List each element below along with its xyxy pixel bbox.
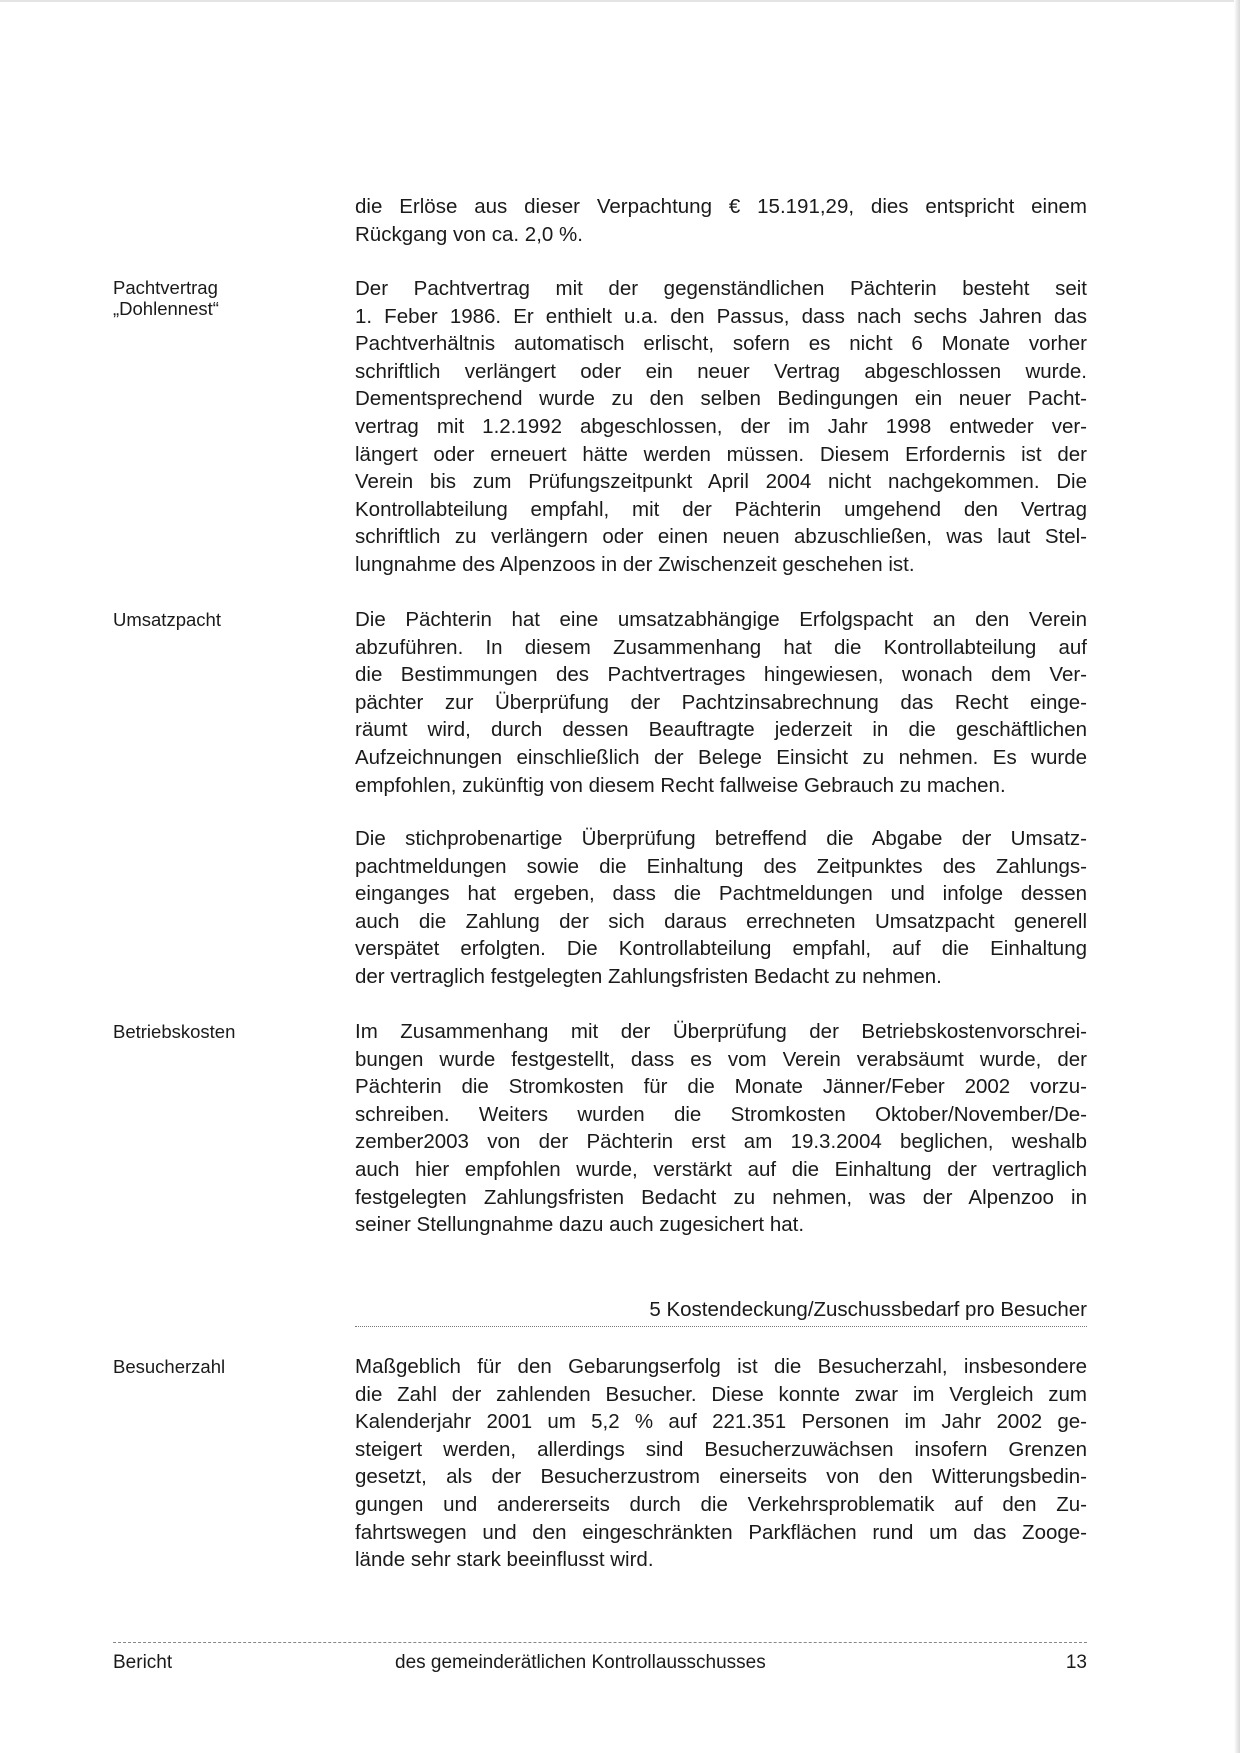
- text-line: Aufzeichnungen einschließlich der Belege Einsicht zu nehmen. Es wurde: [355, 745, 1087, 769]
- section-heading: 5 Kostendeckung/Zuschussbedarf pro Besucher: [649, 1298, 1087, 1321]
- text-line: Kalenderjahr 2001 um 5,2 % auf 221.351 Personen im Jahr 2002 ge-: [355, 1410, 1087, 1434]
- text-line: 1. Feber 1986. Er enthielt u.a. den Passus, dass nach sechs Jahren das: [355, 304, 1087, 328]
- margin-label-umsatzpacht: Umsatzpacht: [113, 609, 221, 630]
- text-line: pachtmeldungen sowie die Einhaltung des Zeitpunktes des Zahlungs-: [355, 854, 1087, 878]
- text-line: steigert werden, allerdings sind Besucherzuwächsen insofern Grenzen: [355, 1437, 1087, 1461]
- text-line: schreiben. Weiters wurden die Stromkosten Oktober/November/De-: [355, 1102, 1087, 1126]
- text-line: verspätet erfolgten. Die Kontrollabteilung empfahl, auf die Einhaltung: [355, 937, 1087, 961]
- text-line: gesetzt, als der Besucherzustrom einerseits von den Witterungsbedin-: [355, 1465, 1087, 1489]
- text-line: Pachtverhältnis automatisch erlischt, sofern es nicht 6 Monate vorher: [355, 332, 1087, 356]
- margin-label-line: „Dohlennest“: [113, 298, 219, 319]
- text-line: die Zahl der zahlenden Besucher. Diese konnte zwar im Vergleich zum: [355, 1382, 1087, 1406]
- text-line: Maßgeblich für den Gebarungserfolg ist die Besucherzahl, insbesondere: [355, 1355, 1087, 1378]
- text-line: empfohlen, zukünftig von diesem Recht fallweise Gebrauch zu machen.: [355, 773, 1006, 797]
- text-line: Der Pachtvertrag mit der gegenständlichen Pächterin besteht seit: [355, 277, 1087, 300]
- heading-divider: [355, 1326, 1087, 1327]
- paragraph-stichprobe: [355, 825, 1087, 991]
- page-number: 13: [1065, 1652, 1087, 1673]
- footer-left: Bericht: [113, 1652, 173, 1673]
- text-line: festgelegten Zahlungsfristen Bedacht zu nehmen, was der Alpenzoo in: [355, 1185, 1087, 1209]
- text-line: längert oder erneuert hätte werden müssen. Diesem Erfordernis ist der: [355, 442, 1087, 466]
- text-line: einganges hat ergeben, dass die Pachtmeldungen und infolge dessen: [355, 882, 1087, 906]
- text-line: bungen wurde festgestellt, dass es vom Verein verabsäumt wurde, der: [355, 1047, 1087, 1071]
- footer-center: des gemeinderätlichen Kontrollausschusses: [395, 1652, 766, 1673]
- scan-edge-top: [0, 0, 1240, 2]
- text-line: schriftlich zu verlängern oder einen neuen abzuschließen, was laut Stel-: [355, 525, 1087, 549]
- text-line: auch die Zahlung der sich daraus errechneten Umsatzpacht generell: [355, 909, 1087, 933]
- text-line: Dementsprechend wurde zu den selben Bedingungen ein neuer Pacht-: [355, 387, 1087, 411]
- text-line: Kontrollabteilung empfahl, mit der Pächterin umgehend den Vertrag: [355, 497, 1087, 521]
- text-line: Verein bis zum Prüfungszeitpunkt April 2004 nicht nachgekommen. Die: [355, 470, 1087, 494]
- paragraph-erloese: [355, 193, 1087, 248]
- text-line: zember2003 von der Pächterin erst am 19.3.2004 beglichen, weshalb: [355, 1130, 1087, 1154]
- text-line: seiner Stellungnahme dazu auch zugesichert hat.: [355, 1213, 805, 1237]
- text-line: vertrag mit 1.2.1992 abgeschlossen, der im Jahr 1998 entweder ver-: [355, 414, 1087, 438]
- margin-label-betriebskosten: Betriebskosten: [113, 1021, 236, 1042]
- text-line: schriftlich verlängert oder ein neuer Vertrag abgeschlossen wurde.: [355, 359, 1087, 383]
- text-line: abzuführen. In diesem Zusammenhang hat die Kontrollabteilung auf: [355, 635, 1087, 659]
- text-line: Die stichprobenartige Überprüfung betreffend die Abgabe der Umsatz-: [355, 827, 1087, 850]
- paragraph-besucherzahl: [355, 1353, 1087, 1574]
- text-line: gungen und andererseits durch die Verkehrsproblematik auf den Zu-: [355, 1492, 1087, 1516]
- text-line: die Erlöse aus dieser Verpachtung € 15.191,29, dies entspricht einem: [355, 195, 1087, 218]
- paragraph-pachtvertrag: [355, 275, 1087, 579]
- text-line: auch hier empfohlen wurde, verstärkt auf die Einhaltung der vertraglich: [355, 1157, 1087, 1181]
- margin-label-line: Pachtvertrag: [113, 277, 218, 298]
- scan-edge-right: [1234, 0, 1240, 1753]
- text-line: Die Pächterin hat eine umsatzabhängige Erfolgspacht an den Verein: [355, 608, 1087, 631]
- text-line: die Bestimmungen des Pachtvertrages hingewiesen, wonach dem Ver-: [355, 663, 1087, 687]
- text-line: räumt wird, durch dessen Beauftragte jederzeit in die geschäftlichen: [355, 718, 1087, 742]
- text-line: Im Zusammenhang mit der Überprüfung der Betriebskostenvorschrei-: [355, 1020, 1087, 1043]
- paragraph-betriebskosten: [355, 1018, 1087, 1239]
- text-line: Pächterin die Stromkosten für die Monate Jänner/Feber 2002 vorzu-: [355, 1075, 1087, 1099]
- text-line: Rückgang von ca. 2,0 %.: [355, 222, 583, 246]
- footer-divider: [113, 1642, 1087, 1643]
- text-line: lände sehr stark beeinflusst wird.: [355, 1548, 654, 1572]
- text-line: lungnahme des Alpenzoos in der Zwischenzeit geschehen ist.: [355, 552, 915, 576]
- paragraph-umsatzpacht: [355, 606, 1087, 799]
- margin-label-besucherzahl: Besucherzahl: [113, 1356, 226, 1377]
- margin-label-pachtvertrag: [113, 277, 219, 319]
- text-line: fahrtswegen und den eingeschränkten Parkflächen rund um das Zooge-: [355, 1520, 1087, 1544]
- text-line: der vertraglich festgelegten Zahlungsfristen Bedacht zu nehmen.: [355, 964, 942, 988]
- text-line: pächter zur Überprüfung der Pachtzinsabrechnung das Recht einge-: [355, 690, 1087, 714]
